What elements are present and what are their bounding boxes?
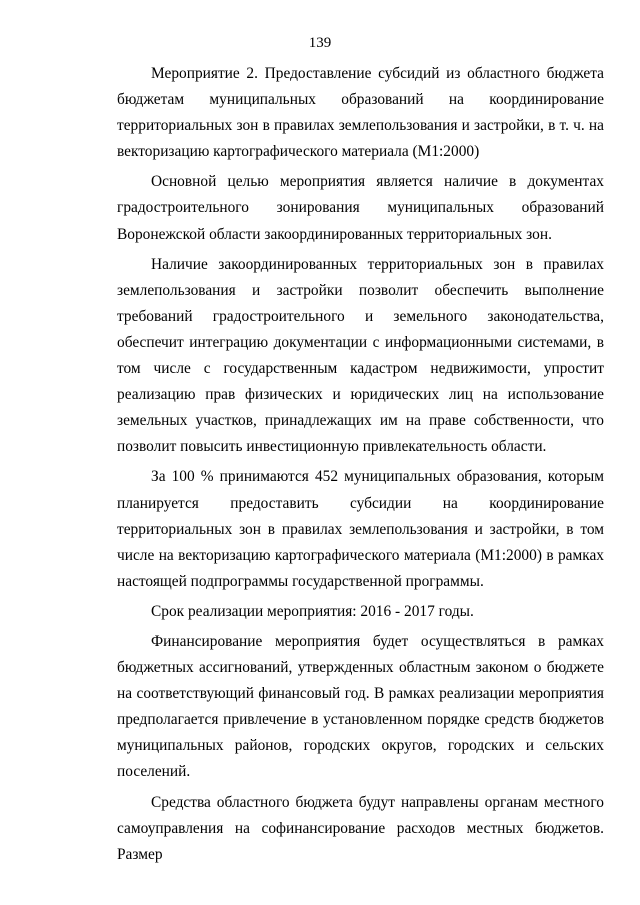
paragraph-measure-2-title: Мероприятие 2. Предоставление субсидий из областного бюджета бюджетам муниципальных образований на координирование территориальных зон в правилах землепользования и застройки, в т. ч. на векторизацию картографического материала (М1:2000) [117, 65, 604, 161]
paragraph-funds: Средства областного бюджета будут направлены органам местного самоуправления на софинансирование расходов местных бюджетов. Размер [117, 793, 604, 863]
paragraph-coverage: За 100 % принимаются 452 муниципальных образования, которым планируется предоставить субсидии на координирование территориальных зон в правилах землепользования и застройки, в том числе на векторизацию картографического материала (М1:2000) в рамках настоящей подпрограммы государственной программы. [117, 468, 604, 590]
paragraph-goal: Основной целью мероприятия является наличие в документах градостроительного зонирования муниципальных образований Воронежской области закоординированных территориальных зон. [117, 173, 604, 243]
paragraph-benefits: Наличие закоординированных территориальных зон в правилах землепользования и застройки позволит обеспечить выполнение требований градостроительного и земельного законодательства, обеспечит интеграцию документации с информационными системами, в том числе с государственным кадастром недвижимости, упростит реализацию прав физических и юридических лиц на использование земельных участков, принадлежащих им на праве собственности, что позволит повысить инвестиционную привлекательность области. [117, 255, 604, 456]
paragraph-period: Срок реализации мероприятия: 2016 - 2017 годы. [151, 602, 474, 620]
paragraph-financing: Финансирование мероприятия будет осуществляться в рамках бюджетных ассигнований, утвержденных областным законом о бюджете на соответствующий финансовый год. В рамках реализации мероприятия предполагается привлечение в установленном порядке средств бюджетов муниципальных районов, городских округов, городских и сельских поселений. [117, 632, 604, 781]
page-number: 139 [308, 35, 332, 51]
body-text [117, 61, 604, 872]
